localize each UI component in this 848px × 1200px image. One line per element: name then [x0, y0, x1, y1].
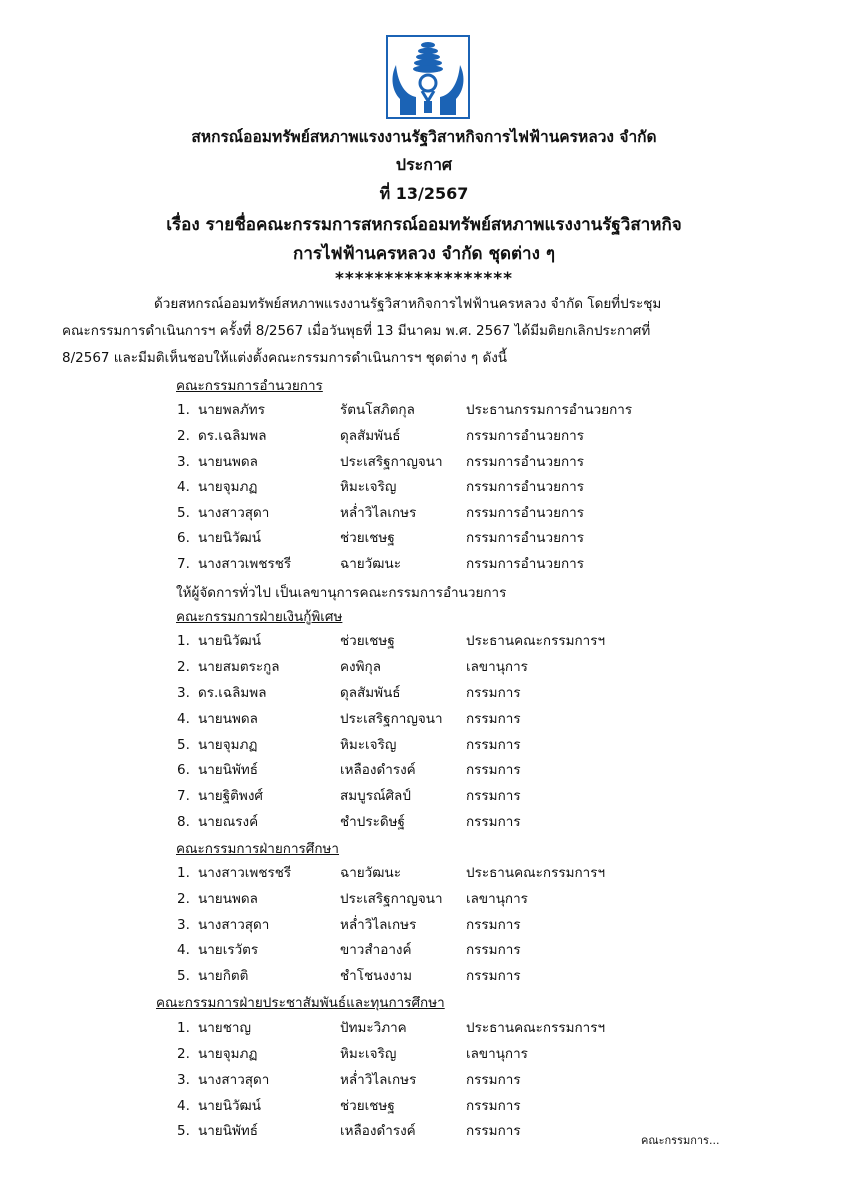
member-name: นายฐิติพงศ์ [198, 788, 263, 804]
member-number: 5. [177, 737, 190, 753]
member-role: กรรมการ [466, 737, 521, 753]
member-surname: เหลืองดำรงค์ [340, 762, 416, 778]
member-surname: หิมะเจริญ [340, 479, 397, 495]
member-role: ประธานคณะกรรมการฯ [466, 633, 606, 649]
member-surname: ฉายวัฒนะ [340, 556, 401, 572]
member-number: 2. [177, 428, 190, 444]
member-name: นายจุมภฏ [198, 1046, 258, 1062]
member-number: 1. [177, 633, 190, 649]
member-surname: ช่วยเชษฐ [340, 1098, 395, 1114]
member-surname: เหลืองดำรงค์ [340, 1123, 416, 1139]
member-number: 2. [177, 891, 190, 907]
member-role: กรรมการ [466, 1098, 521, 1114]
member-name: นายนพดล [198, 454, 258, 470]
page-continuation: คณะกรรมการ... [641, 1134, 720, 1147]
member-number: 4. [177, 711, 190, 727]
member-role: กรรมการอำนวยการ [466, 479, 584, 495]
member-surname: หล่ำวิไลเกษร [340, 917, 417, 933]
member-name: นายนพดล [198, 711, 258, 727]
member-name: ดร.เฉลิมพล [198, 428, 267, 444]
member-role: กรรมการ [466, 917, 521, 933]
member-number: 2. [177, 659, 190, 675]
logo-emblem-icon [386, 35, 470, 119]
intro-line-2: คณะกรรมการดำเนินการฯ ครั้งที่ 8/2567 เมื่อวันพุธที่ 13 มีนาคม พ.ศ. 2567 ได้มีมติยกเลิกประกาศที่ [62, 323, 651, 339]
committee-heading-education: คณะกรรมการฝ่ายการศึกษา [176, 841, 340, 857]
member-number: 7. [177, 788, 190, 804]
member-number: 1. [177, 402, 190, 418]
member-role: กรรมการอำนวยการ [466, 428, 584, 444]
member-surname: ชำประดิษฐ์ [340, 814, 405, 830]
member-name: นางสาวเพชรชรี [198, 865, 292, 881]
member-number: 8. [177, 814, 190, 830]
member-name: นายชาญ [198, 1020, 251, 1036]
member-number: 5. [177, 968, 190, 984]
member-name: นายจุมภฏ [198, 479, 258, 495]
member-surname: คงพิกุล [340, 659, 381, 675]
organization-name: สหกรณ์ออมทรัพย์สหภาพแรงงานรัฐวิสาหกิจการไฟฟ้านครหลวง จำกัด [191, 128, 657, 146]
committee-heading-pr-scholarship: คณะกรรมการฝ่ายประชาสัมพันธ์และทุนการศึกษา [156, 995, 445, 1011]
member-name: นายนิวัฒน์ [198, 530, 261, 546]
member-number: 1. [177, 865, 190, 881]
committee-heading-special-loans: คณะกรรมการฝ่ายเงินกู้พิเศษ [176, 609, 343, 625]
member-number: 1. [177, 1020, 190, 1036]
member-name: นายนพดล [198, 891, 258, 907]
member-surname: หิมะเจริญ [340, 1046, 397, 1062]
announcement-number: ที่ 13/2567 [379, 184, 469, 203]
member-name: นายจุมภฏ [198, 737, 258, 753]
member-number: 6. [177, 530, 190, 546]
member-surname: ประเสริฐกาญจนา [340, 454, 443, 470]
member-surname: สมบูรณ์ศิลป์ [340, 788, 411, 804]
member-role: กรรมการอำนวยการ [466, 556, 584, 572]
member-number: 7. [177, 556, 190, 572]
member-name: นายนิพัทธ์ [198, 1123, 258, 1139]
member-name: นายณรงค์ [198, 814, 259, 830]
member-surname: ประเสริฐกาญจนา [340, 711, 443, 727]
member-number: 4. [177, 1098, 190, 1114]
member-surname: ดุลสัมพันธ์ [340, 685, 401, 701]
subject-line-1: เรื่อง รายชื่อคณะกรรมการสหกรณ์ออมทรัพย์สหภาพแรงงานรัฐวิสาหกิจ [166, 215, 682, 235]
member-role: กรรมการ [466, 942, 521, 958]
subject-line-2: การไฟฟ้านครหลวง จำกัด ชุดต่าง ๆ [293, 244, 555, 264]
member-role: กรรมการอำนวยการ [466, 505, 584, 521]
member-surname: รัตนโสภิตกุล [340, 402, 415, 418]
document-type: ประกาศ [395, 155, 453, 174]
member-role: กรรมการ [466, 711, 521, 727]
member-role: กรรมการ [466, 968, 521, 984]
member-number: 6. [177, 762, 190, 778]
member-name: นายเรวัตร [198, 942, 259, 958]
member-role: ประธานกรรมการอำนวยการ [466, 402, 633, 418]
member-number: 3. [177, 685, 190, 701]
member-surname: ชำโชนงงาม [340, 968, 413, 984]
member-surname: ดุลสัมพันธ์ [340, 428, 401, 444]
member-role: ประธานคณะกรรมการฯ [466, 1020, 606, 1036]
member-number: 5. [177, 1123, 190, 1139]
member-role: กรรมการอำนวยการ [466, 530, 584, 546]
member-role: กรรมการอำนวยการ [466, 454, 584, 470]
member-role: กรรมการ [466, 1123, 521, 1139]
member-name: นายสมตระกูล [198, 659, 280, 675]
member-role: กรรมการ [466, 788, 521, 804]
member-name: นางสาวสุดา [198, 1072, 270, 1088]
member-number: 4. [177, 479, 190, 495]
member-role: กรรมการ [466, 685, 521, 701]
member-number: 2. [177, 1046, 190, 1062]
member-surname: ปัทมะวิภาค [340, 1020, 407, 1036]
member-surname: ช่วยเชษฐ [340, 530, 395, 546]
member-name: นายกิตติ [198, 968, 249, 984]
member-name: นางสาวสุดา [198, 505, 270, 521]
member-surname: หิมะเจริญ [340, 737, 397, 753]
member-surname: ฉายวัฒนะ [340, 865, 401, 881]
member-role: เลขานุการ [466, 659, 528, 675]
member-surname: หล่ำวิไลเกษร [340, 1072, 417, 1088]
cooperative-logo [386, 35, 470, 119]
member-name: นายนิวัฒน์ [198, 1098, 261, 1114]
member-surname: ขาวสำอางค์ [340, 942, 412, 958]
member-name: นางสาวสุดา [198, 917, 270, 933]
intro-line-1: ด้วยสหกรณ์ออมทรัพย์สหภาพแรงงานรัฐวิสาหกิจการไฟฟ้านครหลวง จำกัด โดยที่ประชุม [154, 296, 662, 312]
member-number: 4. [177, 942, 190, 958]
member-number: 3. [177, 454, 190, 470]
committee-heading-executive: คณะกรรมการอำนวยการ [176, 378, 323, 394]
member-role: เลขานุการ [466, 891, 528, 907]
member-name: นายพลภัทร [198, 402, 265, 418]
member-role: กรรมการ [466, 762, 521, 778]
member-name: ดร.เฉลิมพล [198, 685, 267, 701]
member-role: กรรมการ [466, 814, 521, 830]
member-surname: หล่ำวิไลเกษร [340, 505, 417, 521]
member-role: เลขานุการ [466, 1046, 528, 1062]
member-surname: ช่วยเชษฐ [340, 633, 395, 649]
intro-paragraph [62, 291, 748, 372]
member-number: 3. [177, 917, 190, 933]
member-name: นายนิวัฒน์ [198, 633, 261, 649]
member-number: 3. [177, 1072, 190, 1088]
member-role: ประธานคณะกรรมการฯ [466, 865, 606, 881]
member-name: นายนิพัทธ์ [198, 762, 258, 778]
separator-stars: ****************** [334, 269, 514, 289]
committee-note: ให้ผู้จัดการทั่วไป เป็นเลขานุการคณะกรรมการอำนวยการ [176, 585, 507, 601]
member-number: 5. [177, 505, 190, 521]
intro-line-3: 8/2567 และมีมติเห็นชอบให้แต่งตั้งคณะกรรมการดำเนินการฯ ชุดต่าง ๆ ดังนี้ [62, 350, 508, 366]
member-surname: ประเสริฐกาญจนา [340, 891, 443, 907]
member-role: กรรมการ [466, 1072, 521, 1088]
member-name: นางสาวเพชรชรี [198, 556, 292, 572]
